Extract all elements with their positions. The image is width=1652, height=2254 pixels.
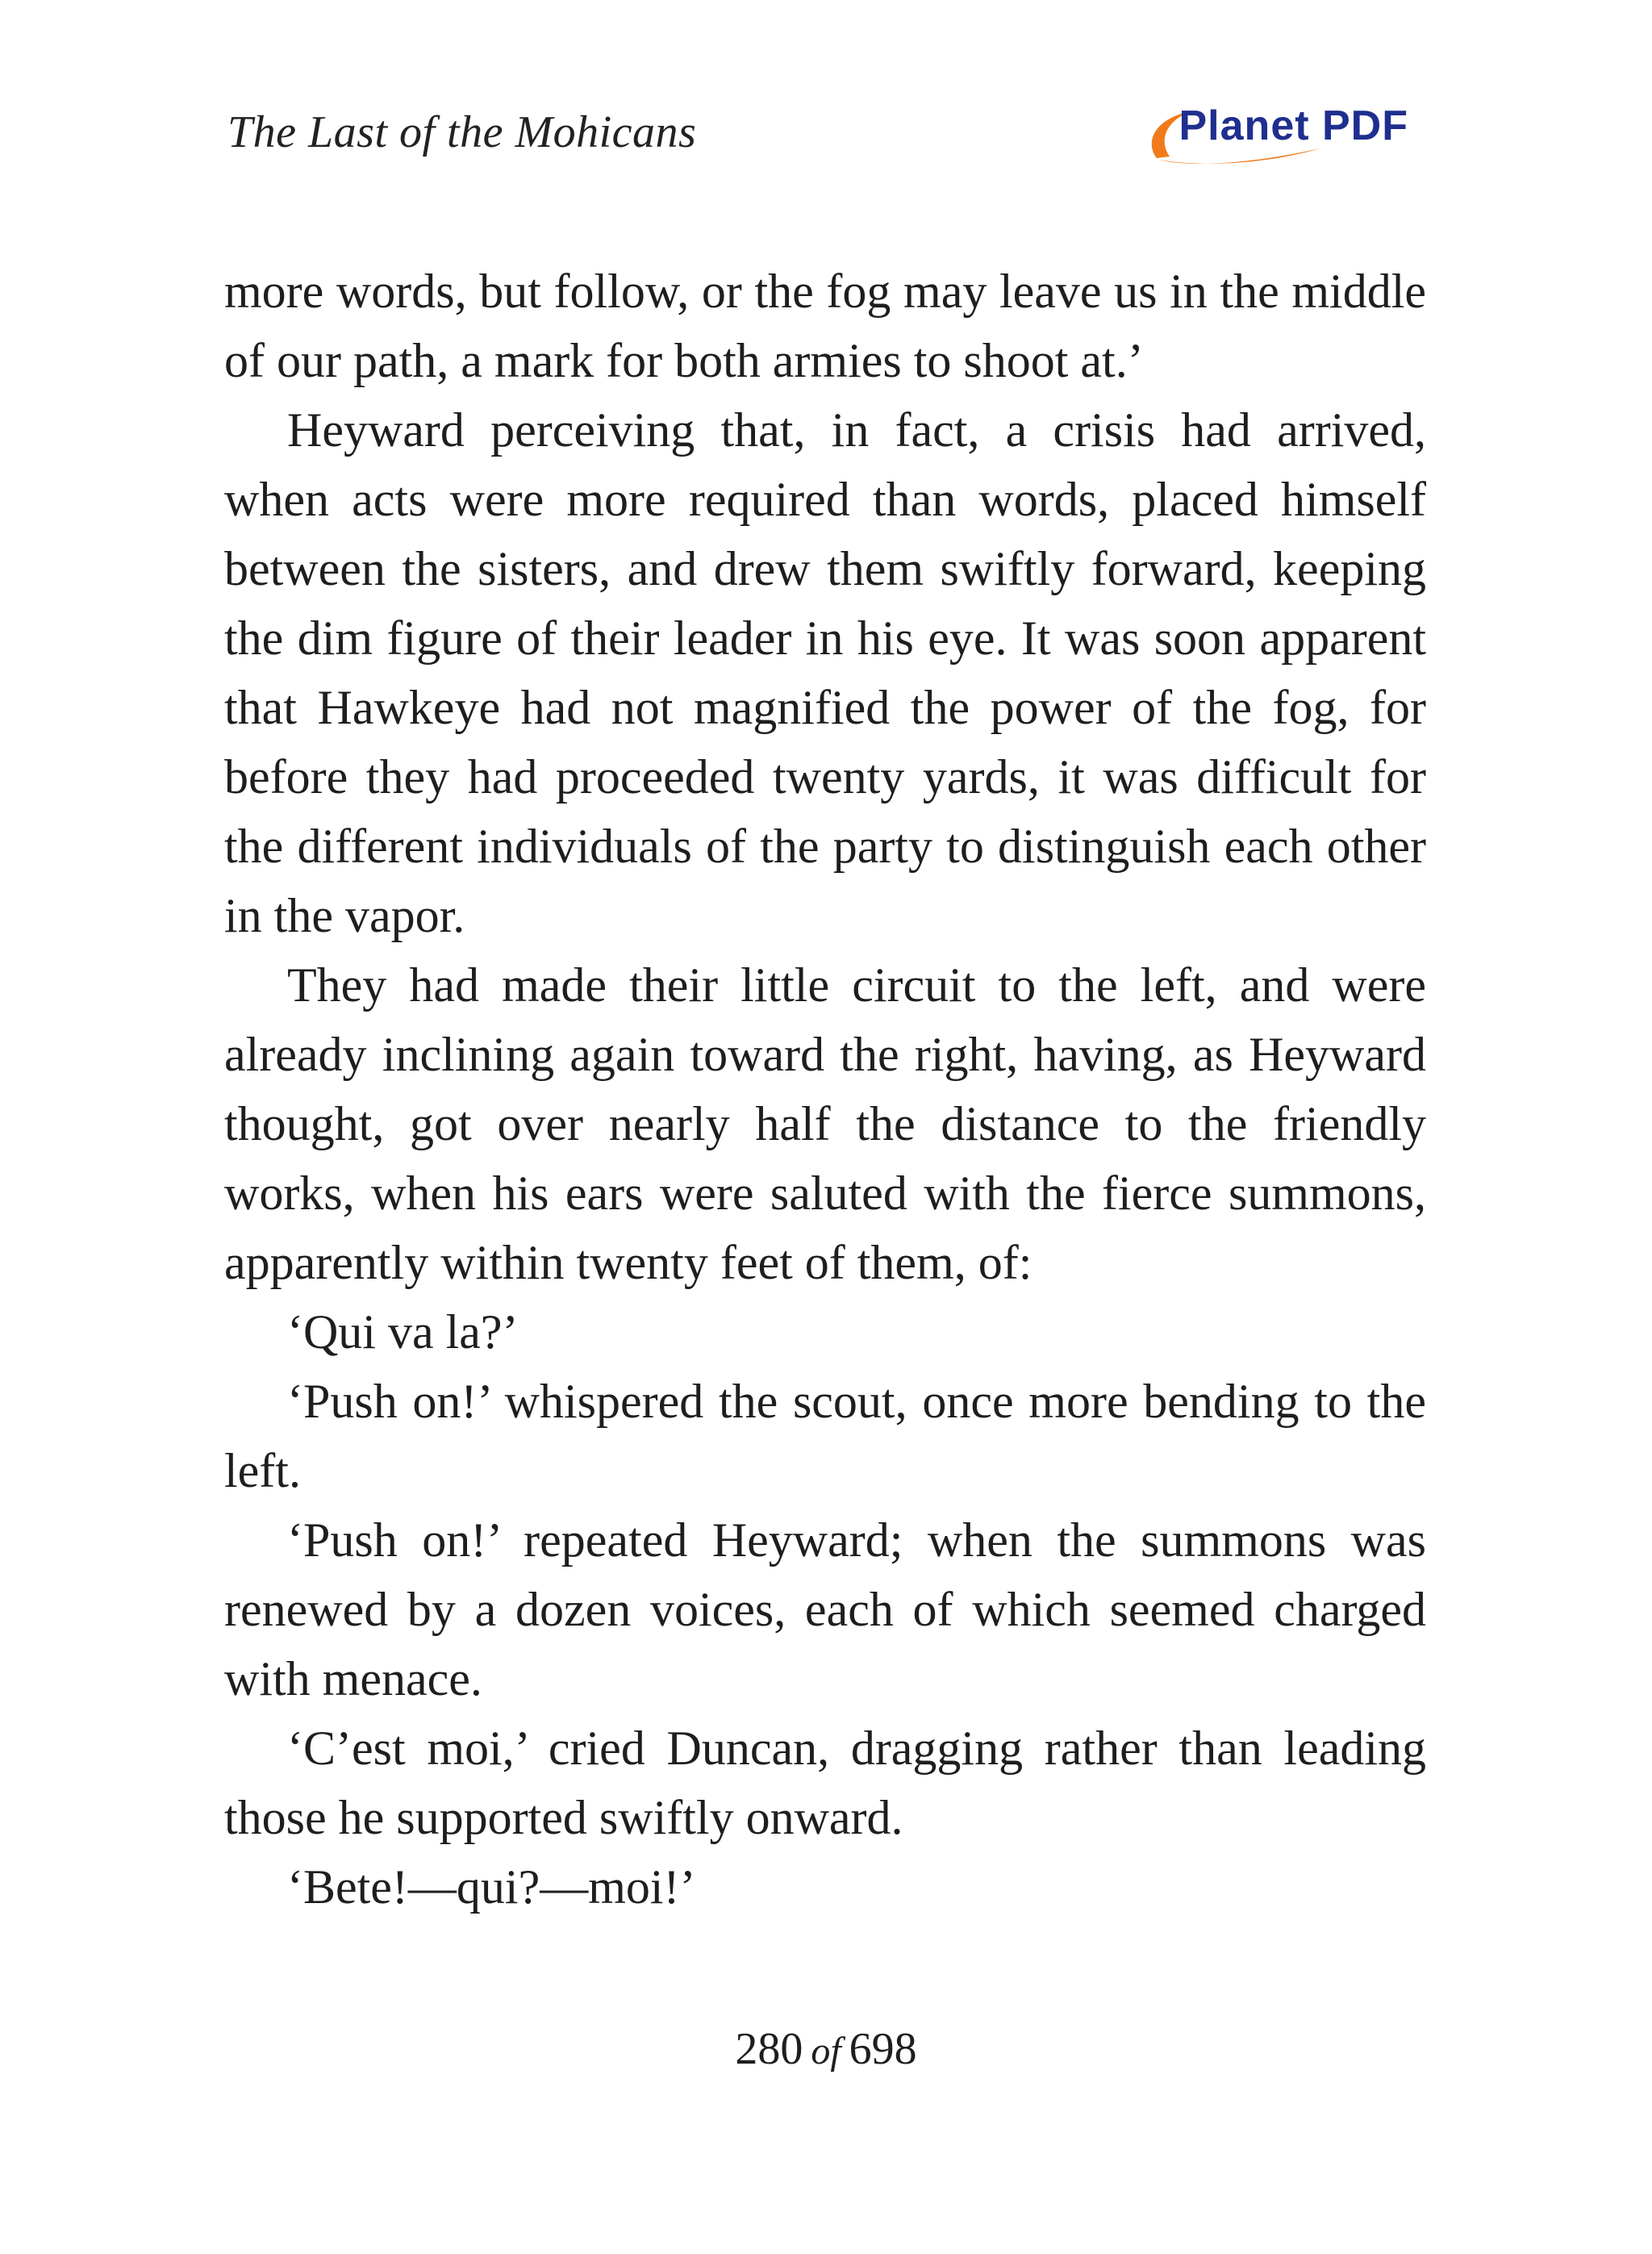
paragraph: ‘Push on!’ repeated Heyward; when the summons was renewed by a dozen voices, each of which seemed charged with menace.	[224, 1513, 1426, 1705]
total-pages: 698	[849, 2024, 917, 2074]
body-text	[224, 257, 1426, 1922]
book-title: The Last of the Mohicans	[227, 107, 697, 157]
paragraph: ‘Qui va la?’	[287, 1305, 519, 1359]
logo-text: Planet PDF	[1179, 102, 1408, 149]
planet-pdf-logo	[1134, 95, 1408, 168]
paragraph: ‘Bete!—qui?—moi!’	[287, 1860, 696, 1914]
paragraph: Heyward perceiving that, in fact, a crisis had arrived, when acts were more required than words, placed himself between the sisters, and drew them swiftly forward, keeping the dim figure of their leader in his eye. It was soon apparent that Hawkeye had not magnified the power of the fog, for before they had proceeded twenty yards, it was difficult for the different individuals of the party to distinguish each other in the vapor.	[224, 403, 1426, 942]
paragraph: ‘C’est moi,’ cried Duncan, dragging rather than leading those he supported swiftly onward.	[224, 1722, 1426, 1844]
paragraph: They had made their little circuit to the left, and were already inclining again toward the right, having, as Heyward thought, got over nearly half the distance to the friendly works, when his ears were saluted with the fierce summons, apparently within twenty feet of them, of:	[224, 958, 1426, 1289]
of-label: of	[811, 2030, 841, 2072]
current-page: 280	[735, 2024, 803, 2074]
paragraph: ‘Push on!’ whispered the scout, once more bending to the left.	[224, 1375, 1426, 1497]
page-header	[227, 95, 1425, 176]
paragraph: more words, but follow, or the fog may leave us in the middle of our path, a mark for both armies to shoot at.’	[224, 265, 1426, 387]
page-number	[0, 2023, 1652, 2075]
